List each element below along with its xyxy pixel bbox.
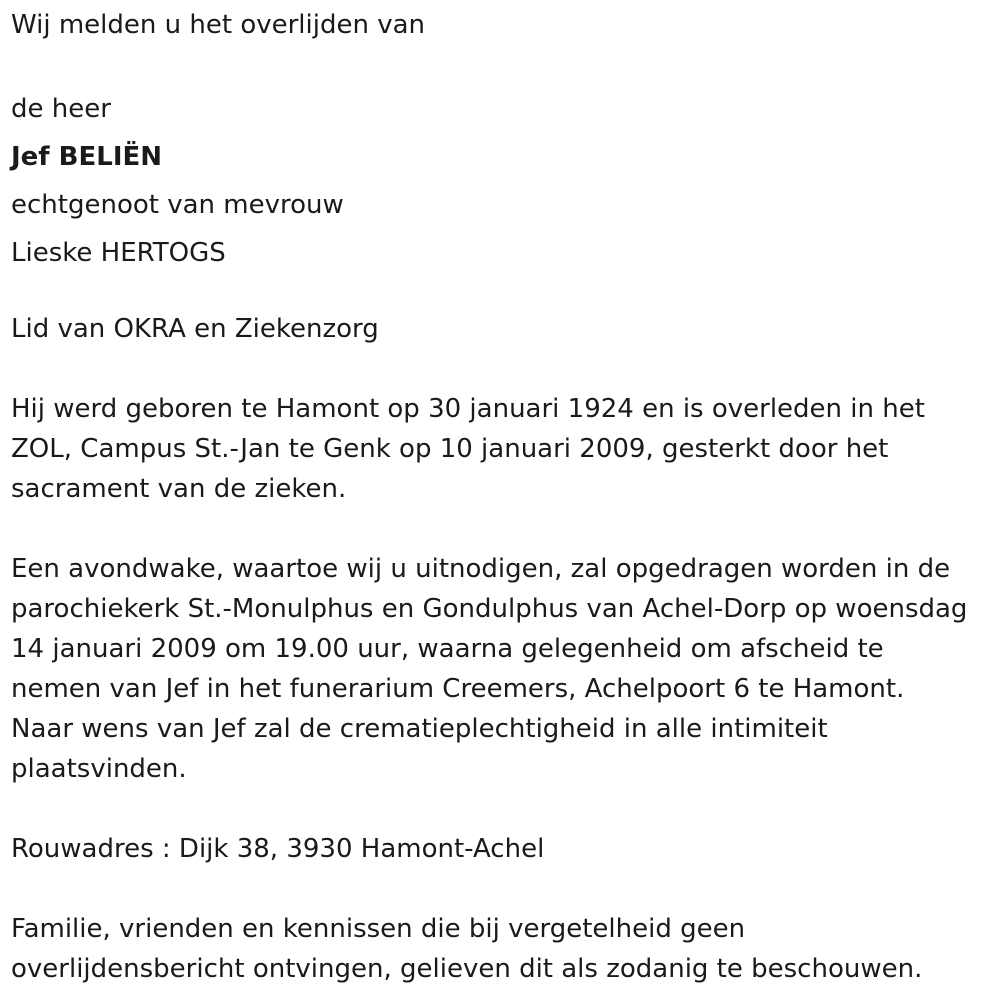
birth-death-paragraph — [11, 389, 991, 509]
paragraph-line: sacrament van de zieken. — [11, 474, 347, 504]
title-prefix: de heer — [11, 94, 111, 124]
deceased-name: Jef BELIËN — [11, 142, 163, 172]
paragraph-line: 14 januari 2009 om 19.00 uur, waarna gelegenheid om afscheid te — [11, 634, 884, 664]
intro-text: Wij melden u het overlijden van — [11, 10, 426, 40]
paragraph-line: parochiekerk St.-Monulphus en Gondulphus van Achel-Dorp op woensdag — [11, 594, 968, 624]
spouse-name: Lieske HERTOGS — [11, 238, 226, 268]
spacer — [11, 509, 991, 549]
paragraph-line: Naar wens van Jef zal de crematieplechtigheid in alle intimiteit — [11, 714, 828, 744]
spacer — [11, 789, 991, 829]
spouse-line: echtgenoot van mevrouw — [11, 190, 344, 220]
wake-paragraph — [11, 549, 991, 789]
spacer — [11, 277, 991, 309]
paragraph-line: Hij werd geboren te Hamont op 30 januari 1924 en is overleden in het — [11, 394, 925, 424]
spacer — [11, 45, 991, 85]
paragraph-line: overlijdensbericht ontvingen, gelieven dit als zodanig te beschouwen. — [11, 954, 923, 984]
paragraph-line: plaatsvinden. — [11, 754, 187, 784]
obituary-notice — [11, 0, 991, 989]
paragraph-line: ZOL, Campus St.-Jan te Genk op 10 januari 2009, gesterkt door het — [11, 434, 889, 464]
paragraph-line: Familie, vrienden en kennissen die bij vergetelheid geen — [11, 914, 746, 944]
closing-paragraph — [11, 909, 991, 989]
paragraph-line: nemen van Jef in het funerarium Creemers, Achelpoort 6 te Hamont. — [11, 674, 905, 704]
paragraph-line: Een avondwake, waartoe wij u uitnodigen, zal opgedragen worden in de — [11, 554, 951, 584]
mourning-address: Rouwadres : Dijk 38, 3930 Hamont-Achel — [11, 834, 545, 864]
spacer — [11, 349, 991, 389]
membership-text: Lid van OKRA en Ziekenzorg — [11, 314, 379, 344]
spacer — [11, 869, 991, 909]
